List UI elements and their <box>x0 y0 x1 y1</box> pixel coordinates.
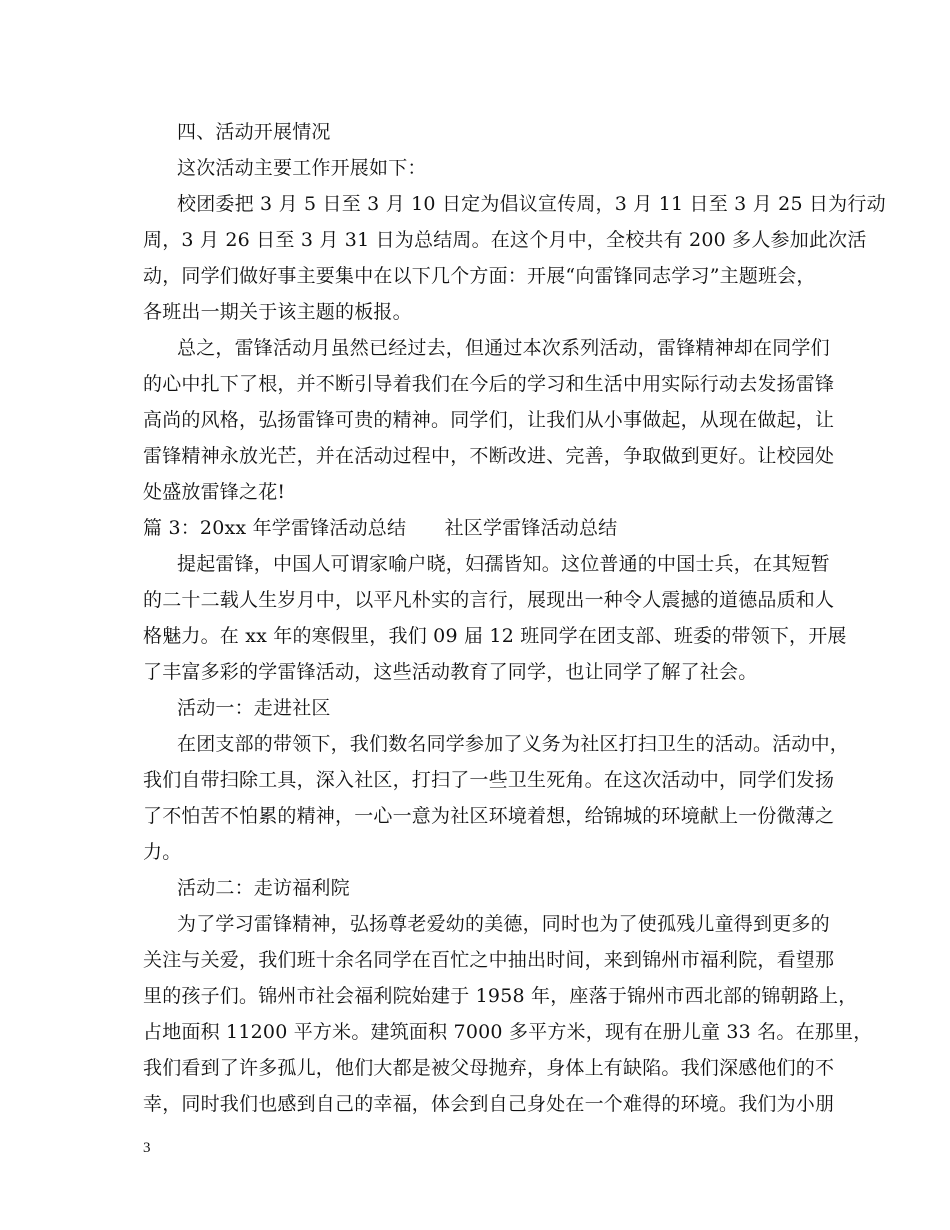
paragraph-line: 总之，雷锋活动月虽然已经过去，但通过本次系列活动，雷锋精神却在同学们 <box>177 337 830 359</box>
paragraph-line: 周，3 月 26 日至 3 月 31 日为总结周。在这个月中，全校共有 200 多人参加此次活 <box>143 229 867 251</box>
paragraph-line: 这次活动主要工作开展如下： <box>177 157 427 179</box>
paragraph-line: 了不怕苦不怕累的精神，一心一意为社区环境着想，给锦城的环境献上一份微薄之 <box>143 805 835 827</box>
paragraph-line: 我们自带扫除工具，深入社区，打扫了一些卫生死角。在这次活动中，同学们发扬 <box>143 769 835 791</box>
paragraph-line: 里的孩子们。锦州市社会福利院始建于 1958 年，座落于锦州市西北部的锦朝路上， <box>143 985 858 1007</box>
paragraph-line: 我们看到了许多孤儿，他们大都是被父母抛弃，身体上有缺陷。我们深感他们的不 <box>143 1057 835 1079</box>
paragraph-line: 高尚的风格，弘扬雷锋可贵的精神。同学们，让我们从小事做起，从现在做起，让 <box>143 409 835 431</box>
paragraph-line: 各班出一期关于该主题的板报。 <box>143 301 412 323</box>
section-heading-activities: 四、活动开展情况 <box>177 121 331 143</box>
paragraph-line: 的心中扎下了根，并不断引导着我们在今后的学习和生活中用实际行动去发扬雷锋 <box>143 373 835 395</box>
paragraph-line: 幸，同时我们也感到自己的幸福，体会到自己身处在一个难得的环境。我们为小朋 <box>143 1093 835 1115</box>
page-number: 3 <box>143 1140 151 1156</box>
paragraph-line: 格魅力。在 xx 年的寒假里，我们 09 届 12 班同学在团支部、班委的带领下，开展 <box>143 625 847 647</box>
activity-heading-welfare-home: 活动二：走访福利院 <box>177 877 350 899</box>
paragraph-line: 占地面积 11200 平方米。建筑面积 7000 多平方米，现有在册儿童 33 名。在那里， <box>143 1021 873 1043</box>
paragraph-line: 了丰富多彩的学雷锋活动，这些活动教育了同学，也让同学了解了社会。 <box>143 661 758 683</box>
paragraph-line: 的二十二载人生岁月中，以平凡朴实的言行，展现出一种令人震撼的道德品质和人 <box>143 589 835 611</box>
paragraph-line: 校团委把 3 月 5 日至 3 月 10 日定为倡议宣传周，3 月 11 日至 3 月 25 日为行动 <box>177 193 886 215</box>
paragraph-line: 在团支部的带领下，我们数名同学参加了义务为社区打扫卫生的活动。活动中， <box>177 733 850 755</box>
paragraph-line: 动，同学们做好事主要集中在以下几个方面：开展“向雷锋同志学习”主题班会， <box>143 265 816 287</box>
paragraph-line: 提起雷锋，中国人可谓家喻户晓，妇孺皆知。这位普通的中国士兵，在其短暂 <box>177 553 830 575</box>
activity-heading-community: 活动一：走进社区 <box>177 697 331 719</box>
article-heading: 篇 3：20xx 年学雷锋活动总结 社区学雷锋活动总结 <box>143 517 618 539</box>
paragraph-line: 处盛放雷锋之花! <box>143 481 286 503</box>
document-body <box>143 114 886 1122</box>
paragraph-line: 力。 <box>143 841 182 863</box>
paragraph-line: 为了学习雷锋精神，弘扬尊老爱幼的美德，同时也为了使孤残儿童得到更多的 <box>177 913 830 935</box>
paragraph-line: 雷锋精神永放光芒，并在活动过程中，不断改进、完善，争取做到更好。让校园处 <box>143 445 835 467</box>
paragraph-line: 关注与关爱，我们班十余名同学在百忙之中抽出时间，来到锦州市福利院，看望那 <box>143 949 835 971</box>
